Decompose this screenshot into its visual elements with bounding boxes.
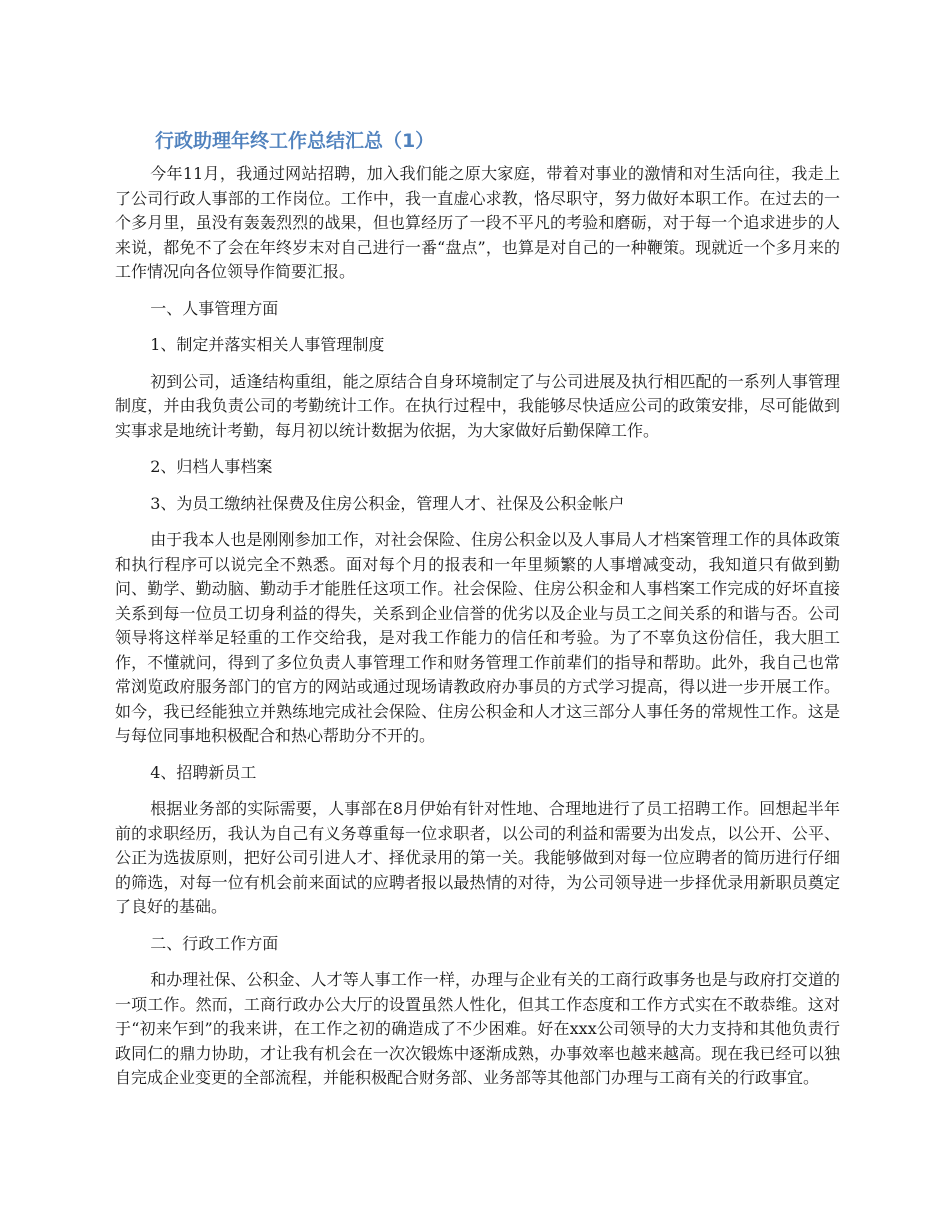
section-heading-administration: 二、行政工作方面: [150, 933, 279, 953]
document-body: [115, 162, 840, 1091]
item-heading-rules: 1、制定并落实相关人事管理制度: [150, 335, 385, 354]
intro-paragraph: 今年11月，我通过网站招聘，加入我们能之原大家庭，带着对事业的激情和对生活向往，我走上了公司行政人事部的工作岗位。工作中，我一直虚心求教，恪尽职守，努力做好本职工作。在过去的一个多月里，虽没有轰轰烈烈的战果，但也算经历了一段不平凡的考验和磨砺，对于每一个追求进步的人来说，都免不了会在年终岁末对自己进行一番“盘点”，也算是对自己的一种鞭策。现就近一个多月来的工作情况向各位领导作简要汇报。: [115, 164, 840, 281]
item-heading-archives: 2、归档人事档案: [150, 457, 273, 476]
item-paragraph-recruitment: 根据业务部的实际需要，人事部在8月伊始有针对性地、合理地进行了员工招聘工作。回想起半年前的求职经历，我认为自己有义务尊重每一位求职者，以公司的利益和需要为出发点，以公开、公平、公正为选拔原则，把好公司引进人才、择优录用的第一关。我能够做到对每一位应聘者的简历进行仔细的筛选，对每一位有机会前来面试的应聘者报以最热情的对待，为公司领导进一步择优录用新职员奠定了良好的基础。: [115, 799, 840, 916]
item-heading-recruitment: 4、招聘新员工: [150, 762, 257, 782]
section-paragraph-administration: 和办理社保、公积金、人才等人事工作一样，办理与企业有关的工商行政事务也是与政府打交道的一项工作。然而，工商行政办公大厅的设置虽然人性化，但其工作态度和工作方式实在不敢恭维。这对于“初来乍到”的我来讲，在工作之初的确造成了不少困难。好在xxx公司领导的大力支持和其他负责行政同仁的鼎力协助，才让我有机会在一次次锻炼中逐渐成熟，办事效率也越来越高。现在我已经可以独自完成企业变更的全部流程，并能积极配合财务部、业务部等其他部门办理与工商有关的行政事宜。: [115, 970, 840, 1087]
item-paragraph-rules: 初到公司，适逢结构重组，能之原结合自身环境制定了与公司进展及执行相匹配的一系列人事管理制度，并由我负责公司的考勤统计工作。在执行过程中，我能够尽快适应公司的政策安排，尽可能做到实事求是地统计考勤，每月初以统计数据为依据，为大家做好后勤保障工作。: [115, 371, 840, 440]
document-title: 行政助理年终工作总结汇总（1）: [155, 130, 435, 152]
item-heading-social-security: 3、为员工缴纳社保费及住房公积金，管理人才、社保及公积金帐户: [150, 493, 625, 513]
item-paragraph-social-security: 由于我本人也是刚刚参加工作，对社会保险、住房公积金以及人事局人才档案管理工作的具体政策和执行程序可以说完全不熟悉。面对每个月的报表和一年里频繁的人事增减变动，我知道只有做到勤问、勤学、勤动脑、勤动手才能胜任这项工作。社会保险、住房公积金和人事档案工作完成的好坏直接关系到每一位员工切身利益的得失，关系到企业信誉的优劣以及企业与员工之间关系的和谐与否。公司领导将这样举足轻重的工作交给我，是对我工作能力的信任和考验。为了不辜负这份信任，我大胆工作，不懂就问，得到了多位负责人事管理工作和财务管理工作前辈们的指导和帮助。此外，我自己也常常浏览政府服务部门的官方的网站或通过现场请教政府办事员的方式学习提高，得以进一步开展工作。如今，我已经能独立并熟练地完成社会保险、住房公积金和人才这三部分人事任务的常规性工作。这是与每位同事地积极配合和热心帮助分不开的。: [115, 530, 840, 745]
section-heading-personnel: 一、人事管理方面: [150, 298, 279, 318]
